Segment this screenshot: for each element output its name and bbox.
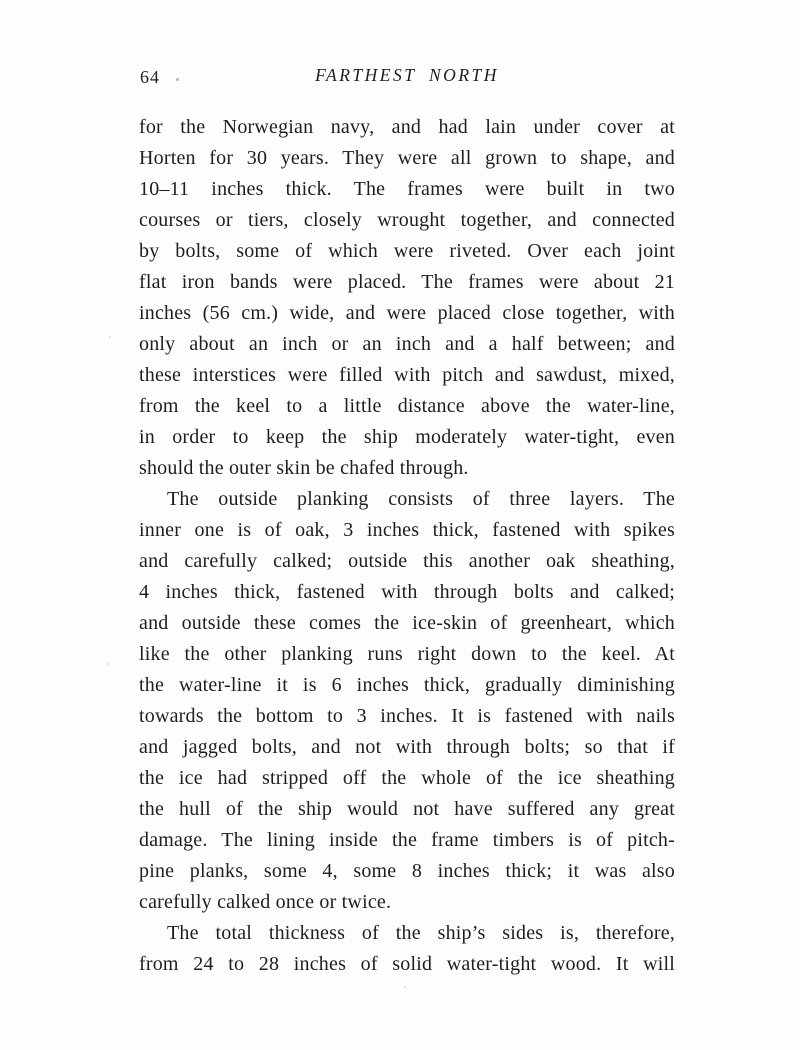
text-line: from the keel to a little distance above the water-line, [139,395,675,417]
text-line: only about an inch or an inch and a half between; and [139,333,675,355]
text-line: should the outer skin be chafed through. [139,457,469,479]
text-line: for the Norwegian navy, and had lain under cover at [139,116,675,138]
text-line: flat iron bands were placed. The frames were about 21 [139,271,675,293]
text-line: the ice had stripped off the whole of the ice sheathing [139,767,675,789]
scan-speck [176,78,179,81]
text-line: pine planks, some 4, some 8 inches thick; it was also [139,860,675,882]
text-line: from 24 to 28 inches of solid water-tight wood. It will [139,953,675,975]
text-line: the water-line it is 6 inches thick, gradually diminishing [139,674,675,696]
text-line: the hull of the ship would not have suffered any great [139,798,675,820]
text-line: inner one is of oak, 3 inches thick, fastened with spikes [139,519,675,541]
page-body [139,112,675,980]
text-line: 10–11 inches thick. The frames were built in two [139,178,675,200]
text-line: damage. The lining inside the frame timbers is of pitch- [139,829,675,851]
page-number: 64 [140,67,160,87]
scan-speck [107,663,109,665]
running-header [139,64,675,88]
text-column [139,64,675,980]
scan-speck [109,336,111,338]
running-title: FARTHEST NORTH [315,65,499,85]
text-line: The total thickness of the ship’s sides is, therefore, [167,922,675,944]
text-line: inches (56 cm.) wide, and were placed close together, with [139,302,675,324]
text-line: and outside these comes the ice-skin of greenheart, which [139,612,675,634]
text-line: carefully calked once or twice. [139,891,392,913]
text-line: towards the bottom to 3 inches. It is fastened with nails [139,705,675,727]
text-line: courses or tiers, closely wrought together, and connected [139,209,675,231]
text-line: like the other planking runs right down to the keel. At [139,643,675,665]
text-line: by bolts, some of which were riveted. Over each joint [139,240,675,262]
text-line: these interstices were filled with pitch and sawdust, mixed, [139,364,675,386]
text-line: and carefully calked; outside this another oak sheathing, [139,550,675,572]
scan-speck [404,986,406,988]
text-line: Horten for 30 years. They were all grown to shape, and [139,147,675,169]
text-line: in order to keep the ship moderately water-tight, even [139,426,675,448]
text-line: The outside planking consists of three layers. The [167,488,675,510]
text-line: and jagged bolts, and not with through bolts; so that if [139,736,675,758]
text-line: 4 inches thick, fastened with through bolts and calked; [139,581,675,603]
